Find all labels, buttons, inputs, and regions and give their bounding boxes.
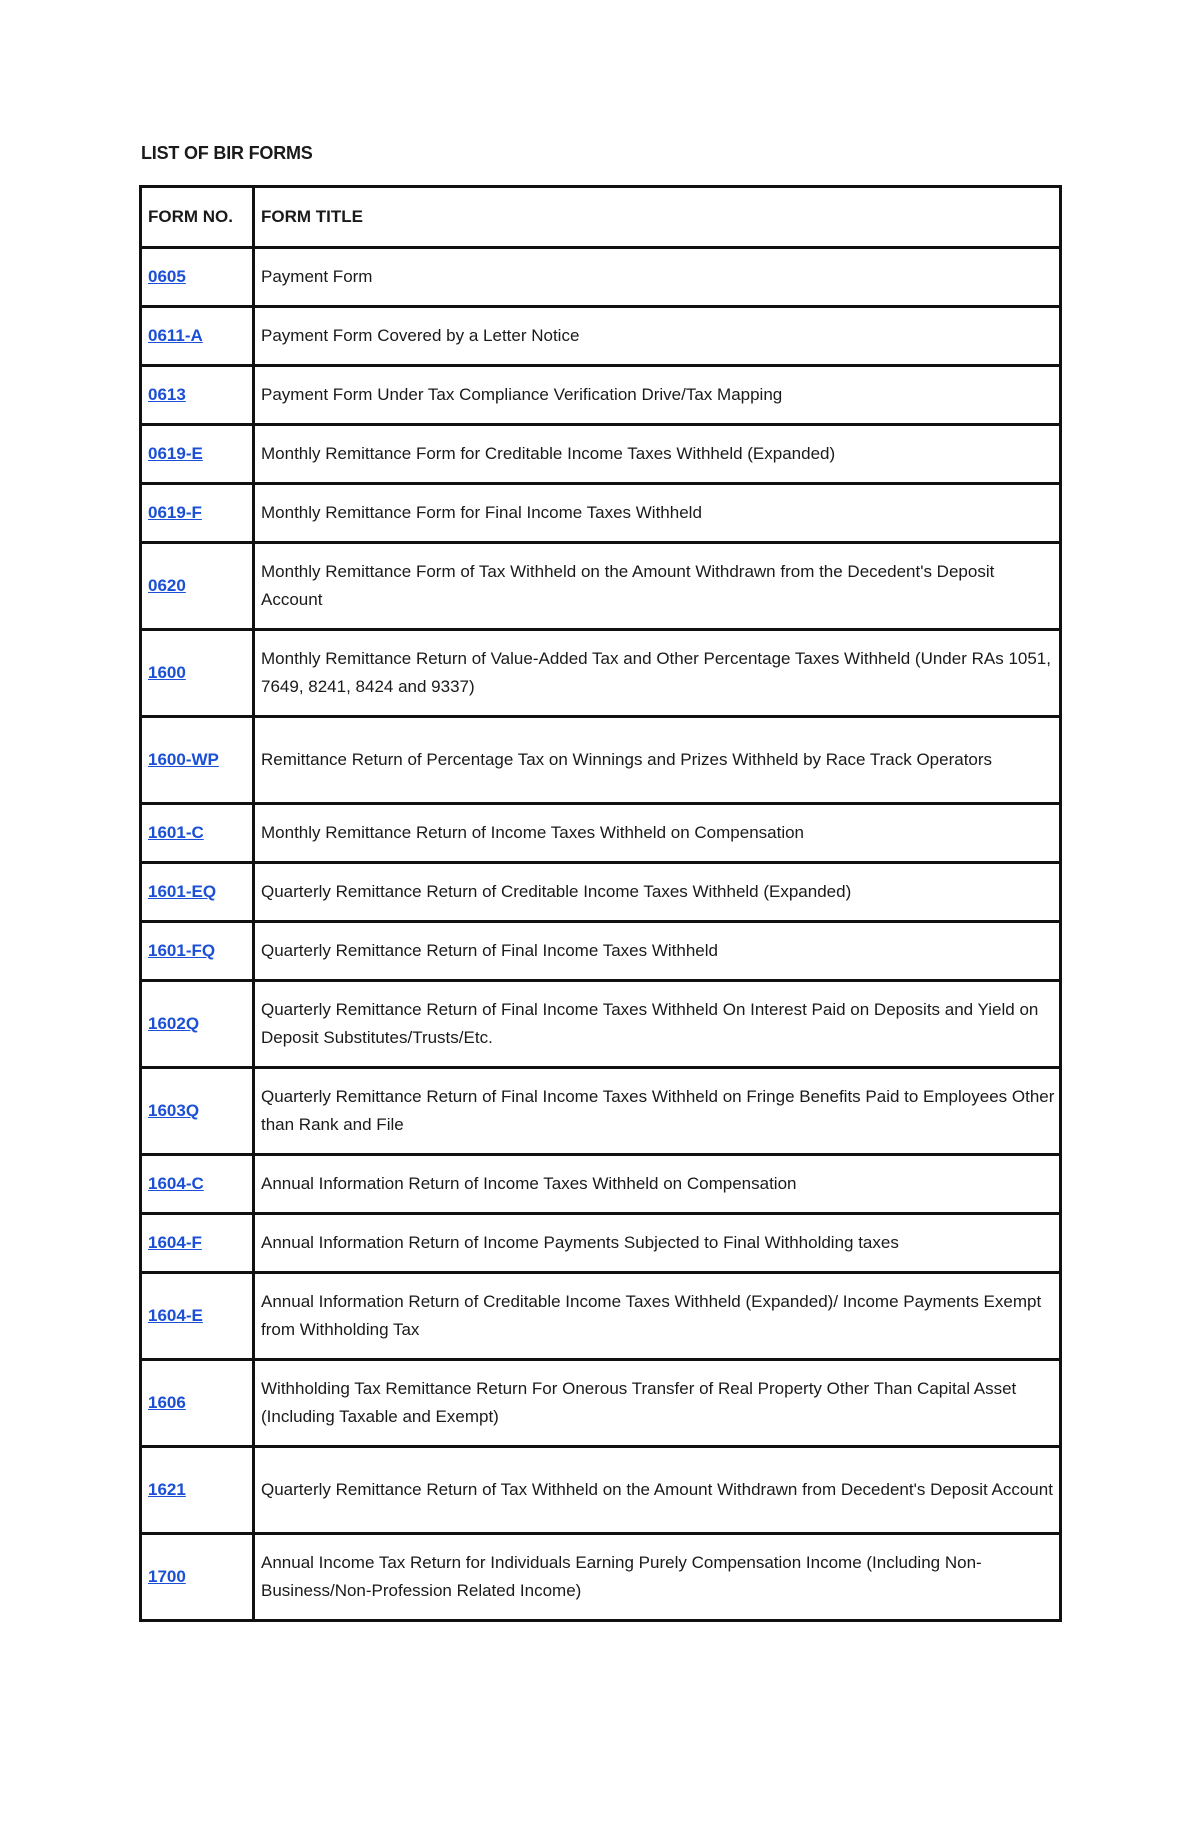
table-row — [141, 1447, 1061, 1534]
table-row — [141, 1155, 1061, 1214]
form-no-cell — [141, 922, 254, 981]
form-no-cell — [141, 1068, 254, 1155]
form-no-cell — [141, 307, 254, 366]
table-row — [141, 1273, 1061, 1360]
form-no-cell — [141, 804, 254, 863]
form-title-cell: Monthly Remittance Form for Final Income Taxes Withheld — [254, 484, 1061, 543]
table-row — [141, 543, 1061, 630]
form-number-link[interactable]: 0619-F — [148, 503, 202, 522]
table-row — [141, 804, 1061, 863]
form-number-link[interactable]: 0613 — [148, 385, 186, 404]
form-no-cell — [141, 1214, 254, 1273]
form-number-link[interactable]: 1602Q — [148, 1014, 200, 1033]
form-no-cell — [141, 1360, 254, 1447]
form-number-link[interactable]: 1604-C — [148, 1174, 204, 1193]
form-number-link[interactable]: 0611-A — [148, 326, 203, 345]
form-no-cell — [141, 543, 254, 630]
form-no-header: FORM NO. — [141, 187, 254, 248]
form-number-link[interactable]: 1600-WP — [148, 750, 219, 769]
form-title-cell: Remittance Return of Percentage Tax on Winnings and Prizes Withheld by Race Track Operators — [254, 717, 1061, 804]
form-number-link[interactable]: 1604-E — [148, 1306, 203, 1325]
form-title-cell: Monthly Remittance Return of Value-Added Tax and Other Percentage Taxes Withheld (Under RAs 1051, 7649, 8241, 8424 and 9337) — [254, 630, 1061, 717]
table-row — [141, 484, 1061, 543]
form-title-cell: Monthly Remittance Form for Creditable Income Taxes Withheld (Expanded) — [254, 425, 1061, 484]
form-title-cell: Annual Information Return of Creditable Income Taxes Withheld (Expanded)/ Income Payments Exempt from Withholding Tax — [254, 1273, 1061, 1360]
form-number-link[interactable]: 1606 — [148, 1393, 186, 1412]
form-no-cell — [141, 1534, 254, 1621]
table-row — [141, 863, 1061, 922]
form-title-cell: Quarterly Remittance Return of Final Income Taxes Withheld on Fringe Benefits Paid to Employees Other than Rank and File — [254, 1068, 1061, 1155]
form-number-link[interactable]: 0605 — [148, 267, 186, 286]
form-number-link[interactable]: 1700 — [148, 1567, 186, 1586]
table-row — [141, 1534, 1061, 1621]
form-title-cell: Payment Form Under Tax Compliance Verification Drive/Tax Mapping — [254, 366, 1061, 425]
form-title-cell: Monthly Remittance Form of Tax Withheld on the Amount Withdrawn from the Decedent's Deposit Account — [254, 543, 1061, 630]
form-title-cell: Payment Form Covered by a Letter Notice — [254, 307, 1061, 366]
form-title-cell: Annual Information Return of Income Taxes Withheld on Compensation — [254, 1155, 1061, 1214]
form-no-cell — [141, 484, 254, 543]
page-title: LIST OF BIR FORMS — [141, 143, 313, 163]
form-title-cell: Quarterly Remittance Return of Final Income Taxes Withheld — [254, 922, 1061, 981]
form-title-cell: Withholding Tax Remittance Return For Onerous Transfer of Real Property Other Than Capital Asset (Including Taxable and Exempt) — [254, 1360, 1061, 1447]
form-number-link[interactable]: 1621 — [148, 1480, 186, 1499]
form-no-cell — [141, 366, 254, 425]
table-row — [141, 981, 1061, 1068]
form-title-header: FORM TITLE — [254, 187, 1061, 248]
table-row — [141, 1360, 1061, 1447]
form-number-link[interactable]: 1601-EQ — [148, 882, 217, 901]
table-row — [141, 922, 1061, 981]
form-number-link[interactable]: 1601-C — [148, 823, 204, 842]
table-row — [141, 366, 1061, 425]
table-row — [141, 717, 1061, 804]
table-row — [141, 425, 1061, 484]
form-no-cell — [141, 248, 254, 307]
form-number-link[interactable]: 1604-F — [148, 1233, 202, 1252]
form-title-cell: Payment Form — [254, 248, 1061, 307]
form-no-cell — [141, 981, 254, 1068]
form-no-cell — [141, 1447, 254, 1534]
form-number-link[interactable]: 0620 — [148, 576, 186, 595]
table-body — [141, 248, 1061, 1621]
form-number-link[interactable]: 0619-E — [148, 444, 203, 463]
form-title-cell: Annual Income Tax Return for Individuals Earning Purely Compensation Income (Including Non-Business/Non-Profession Related Income) — [254, 1534, 1061, 1621]
form-no-cell — [141, 630, 254, 717]
form-number-link[interactable]: 1600 — [148, 663, 186, 682]
form-no-cell — [141, 1155, 254, 1214]
form-no-cell — [141, 425, 254, 484]
table-row — [141, 1214, 1061, 1273]
table-row — [141, 307, 1061, 366]
form-number-link[interactable]: 1601-FQ — [148, 941, 216, 960]
form-title-cell: Quarterly Remittance Return of Creditable Income Taxes Withheld (Expanded) — [254, 863, 1061, 922]
table-row — [141, 1068, 1061, 1155]
table-row — [141, 630, 1061, 717]
form-title-cell: Quarterly Remittance Return of Final Income Taxes Withheld On Interest Paid on Deposits and Yield on Deposit Substitutes/Trusts/Etc. — [254, 981, 1061, 1068]
form-title-cell: Quarterly Remittance Return of Tax Withheld on the Amount Withdrawn from Decedent's Deposit Account — [254, 1447, 1061, 1534]
form-number-link[interactable]: 1603Q — [148, 1101, 200, 1120]
form-no-cell — [141, 1273, 254, 1360]
table-row — [141, 248, 1061, 307]
table-header-row — [141, 187, 1061, 248]
bir-forms-table — [139, 185, 1062, 1622]
form-title-cell: Monthly Remittance Return of Income Taxes Withheld on Compensation — [254, 804, 1061, 863]
form-no-cell — [141, 717, 254, 804]
form-title-cell: Annual Information Return of Income Payments Subjected to Final Withholding taxes — [254, 1214, 1061, 1273]
form-no-cell — [141, 863, 254, 922]
